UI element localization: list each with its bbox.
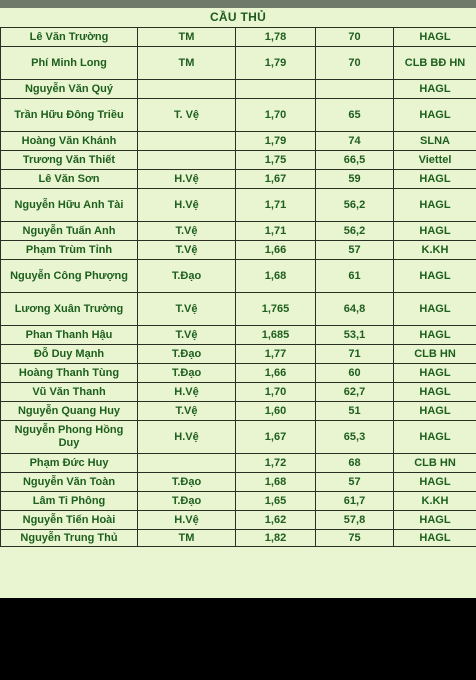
player-table bbox=[0, 27, 476, 547]
height-cell: 1,78 bbox=[236, 28, 316, 47]
player-name-cell: Lê Văn Trường bbox=[1, 28, 138, 47]
height-cell bbox=[236, 80, 316, 99]
position-cell: T. Vệ bbox=[138, 99, 236, 132]
table-row bbox=[1, 260, 476, 293]
position-cell: T.Vệ bbox=[138, 222, 236, 241]
position-cell: H.Vệ bbox=[138, 170, 236, 189]
player-name-cell: Trương Văn Thiết bbox=[1, 151, 138, 170]
club-cell: HAGL bbox=[394, 326, 476, 345]
weight-cell bbox=[316, 80, 394, 99]
club-cell: HAGL bbox=[394, 80, 476, 99]
table-row bbox=[1, 383, 476, 402]
position-cell bbox=[138, 151, 236, 170]
height-cell: 1,70 bbox=[236, 99, 316, 132]
weight-cell: 65 bbox=[316, 99, 394, 132]
weight-cell: 61,7 bbox=[316, 492, 394, 511]
table-row bbox=[1, 402, 476, 421]
position-cell: T.Đạo bbox=[138, 260, 236, 293]
player-name-cell: Lâm Ti Phông bbox=[1, 492, 138, 511]
table-row bbox=[1, 364, 476, 383]
player-name-cell: Nguyễn Hữu Anh Tài bbox=[1, 189, 138, 222]
player-name-cell: Phí Minh Long bbox=[1, 47, 138, 80]
player-name-cell: Phạm Trùm Tỉnh bbox=[1, 241, 138, 260]
player-table-body bbox=[1, 28, 476, 547]
weight-cell: 70 bbox=[316, 47, 394, 80]
player-name-cell: Nguyễn Trung Thủ bbox=[1, 530, 138, 547]
height-cell: 1,67 bbox=[236, 421, 316, 454]
height-cell: 1,70 bbox=[236, 383, 316, 402]
position-cell bbox=[138, 454, 236, 473]
weight-cell: 57,8 bbox=[316, 511, 394, 530]
club-cell: SLNA bbox=[394, 132, 476, 151]
club-cell: CLB HN bbox=[394, 345, 476, 364]
table-row bbox=[1, 151, 476, 170]
weight-cell: 68 bbox=[316, 454, 394, 473]
player-name-cell: Phạm Đức Huy bbox=[1, 454, 138, 473]
club-cell: HAGL bbox=[394, 421, 476, 454]
height-cell: 1,71 bbox=[236, 222, 316, 241]
player-name-cell: Lê Văn Sơn bbox=[1, 170, 138, 189]
height-cell: 1,67 bbox=[236, 170, 316, 189]
player-name-cell: Phan Thanh Hậu bbox=[1, 326, 138, 345]
position-cell: TM bbox=[138, 530, 236, 547]
height-cell: 1,79 bbox=[236, 47, 316, 80]
club-cell: HAGL bbox=[394, 364, 476, 383]
table-row bbox=[1, 222, 476, 241]
club-cell: HAGL bbox=[394, 222, 476, 241]
height-cell: 1,79 bbox=[236, 132, 316, 151]
table-row bbox=[1, 293, 476, 326]
player-name-cell: Đỗ Duy Mạnh bbox=[1, 345, 138, 364]
table-row bbox=[1, 421, 476, 454]
weight-cell: 64,8 bbox=[316, 293, 394, 326]
player-name-cell: Hoàng Thanh Tùng bbox=[1, 364, 138, 383]
weight-cell: 70 bbox=[316, 28, 394, 47]
club-cell: HAGL bbox=[394, 402, 476, 421]
club-cell: Viettel bbox=[394, 151, 476, 170]
position-cell: TM bbox=[138, 28, 236, 47]
weight-cell: 75 bbox=[316, 530, 394, 547]
club-cell: HAGL bbox=[394, 511, 476, 530]
black-bottom-area bbox=[0, 598, 476, 680]
player-name-cell: Nguyễn Quang Huy bbox=[1, 402, 138, 421]
position-cell: TM bbox=[138, 47, 236, 80]
height-cell: 1,685 bbox=[236, 326, 316, 345]
weight-cell: 65,3 bbox=[316, 421, 394, 454]
club-cell: HAGL bbox=[394, 473, 476, 492]
club-cell: CLB BĐ HN bbox=[394, 47, 476, 80]
height-cell: 1,765 bbox=[236, 293, 316, 326]
player-name-cell: Nguyễn Văn Quý bbox=[1, 80, 138, 99]
height-cell: 1,77 bbox=[236, 345, 316, 364]
table-row bbox=[1, 530, 476, 547]
weight-cell: 57 bbox=[316, 241, 394, 260]
player-name-cell: Lương Xuân Trường bbox=[1, 293, 138, 326]
table-row bbox=[1, 132, 476, 151]
table-row bbox=[1, 345, 476, 364]
height-cell: 1,68 bbox=[236, 260, 316, 293]
position-cell: T.Vệ bbox=[138, 241, 236, 260]
weight-cell: 53,1 bbox=[316, 326, 394, 345]
weight-cell: 56,2 bbox=[316, 189, 394, 222]
player-name-cell: Nguyễn Tiến Hoài bbox=[1, 511, 138, 530]
club-cell: HAGL bbox=[394, 260, 476, 293]
player-name-cell: Trần Hữu Đông Triều bbox=[1, 99, 138, 132]
table-row bbox=[1, 99, 476, 132]
height-cell: 1,66 bbox=[236, 364, 316, 383]
table-row bbox=[1, 80, 476, 99]
height-cell: 1,62 bbox=[236, 511, 316, 530]
height-cell: 1,65 bbox=[236, 492, 316, 511]
club-cell: HAGL bbox=[394, 383, 476, 402]
player-name-cell: Vũ Văn Thanh bbox=[1, 383, 138, 402]
height-cell: 1,60 bbox=[236, 402, 316, 421]
player-name-cell: Nguyễn Công Phượng bbox=[1, 260, 138, 293]
table-row bbox=[1, 47, 476, 80]
height-cell: 1,75 bbox=[236, 151, 316, 170]
player-name-cell: Hoàng Văn Khánh bbox=[1, 132, 138, 151]
position-cell: T.Đạo bbox=[138, 345, 236, 364]
table-title: CẦU THỦ bbox=[209, 10, 267, 24]
height-cell: 1,66 bbox=[236, 241, 316, 260]
club-cell: HAGL bbox=[394, 170, 476, 189]
top-border-bar bbox=[0, 0, 476, 8]
table-row bbox=[1, 28, 476, 47]
position-cell: T.Đạo bbox=[138, 364, 236, 383]
position-cell: T.Đạo bbox=[138, 492, 236, 511]
position-cell: H.Vệ bbox=[138, 383, 236, 402]
weight-cell: 74 bbox=[316, 132, 394, 151]
position-cell: T.Vệ bbox=[138, 293, 236, 326]
club-cell: K.KH bbox=[394, 492, 476, 511]
position-cell: H.Vệ bbox=[138, 421, 236, 454]
position-cell bbox=[138, 80, 236, 99]
height-cell: 1,72 bbox=[236, 454, 316, 473]
position-cell bbox=[138, 132, 236, 151]
club-cell: HAGL bbox=[394, 99, 476, 132]
weight-cell: 62,7 bbox=[316, 383, 394, 402]
club-cell: K.KH bbox=[394, 241, 476, 260]
club-cell: HAGL bbox=[394, 293, 476, 326]
table-row bbox=[1, 170, 476, 189]
weight-cell: 60 bbox=[316, 364, 394, 383]
table-row bbox=[1, 326, 476, 345]
weight-cell: 66,5 bbox=[316, 151, 394, 170]
club-cell: CLB HN bbox=[394, 454, 476, 473]
player-name-cell: Nguyễn Phong Hồng Duy bbox=[1, 421, 138, 454]
club-cell: HAGL bbox=[394, 28, 476, 47]
height-cell: 1,68 bbox=[236, 473, 316, 492]
club-cell: HAGL bbox=[394, 530, 476, 547]
weight-cell: 57 bbox=[316, 473, 394, 492]
table-row bbox=[1, 454, 476, 473]
height-cell: 1,82 bbox=[236, 530, 316, 547]
weight-cell: 56,2 bbox=[316, 222, 394, 241]
weight-cell: 61 bbox=[316, 260, 394, 293]
position-cell: H.Vệ bbox=[138, 511, 236, 530]
position-cell: T.Vệ bbox=[138, 326, 236, 345]
player-name-cell: Nguyễn Tuấn Anh bbox=[1, 222, 138, 241]
table-row bbox=[1, 189, 476, 222]
weight-cell: 51 bbox=[316, 402, 394, 421]
player-name-cell: Nguyễn Văn Toàn bbox=[1, 473, 138, 492]
position-cell: T.Vệ bbox=[138, 402, 236, 421]
table-row bbox=[1, 473, 476, 492]
table-row bbox=[1, 241, 476, 260]
position-cell: H.Vệ bbox=[138, 189, 236, 222]
table-row bbox=[1, 492, 476, 511]
weight-cell: 71 bbox=[316, 345, 394, 364]
table-row bbox=[1, 511, 476, 530]
height-cell: 1,71 bbox=[236, 189, 316, 222]
club-cell: HAGL bbox=[394, 189, 476, 222]
position-cell: T.Đạo bbox=[138, 473, 236, 492]
weight-cell: 59 bbox=[316, 170, 394, 189]
